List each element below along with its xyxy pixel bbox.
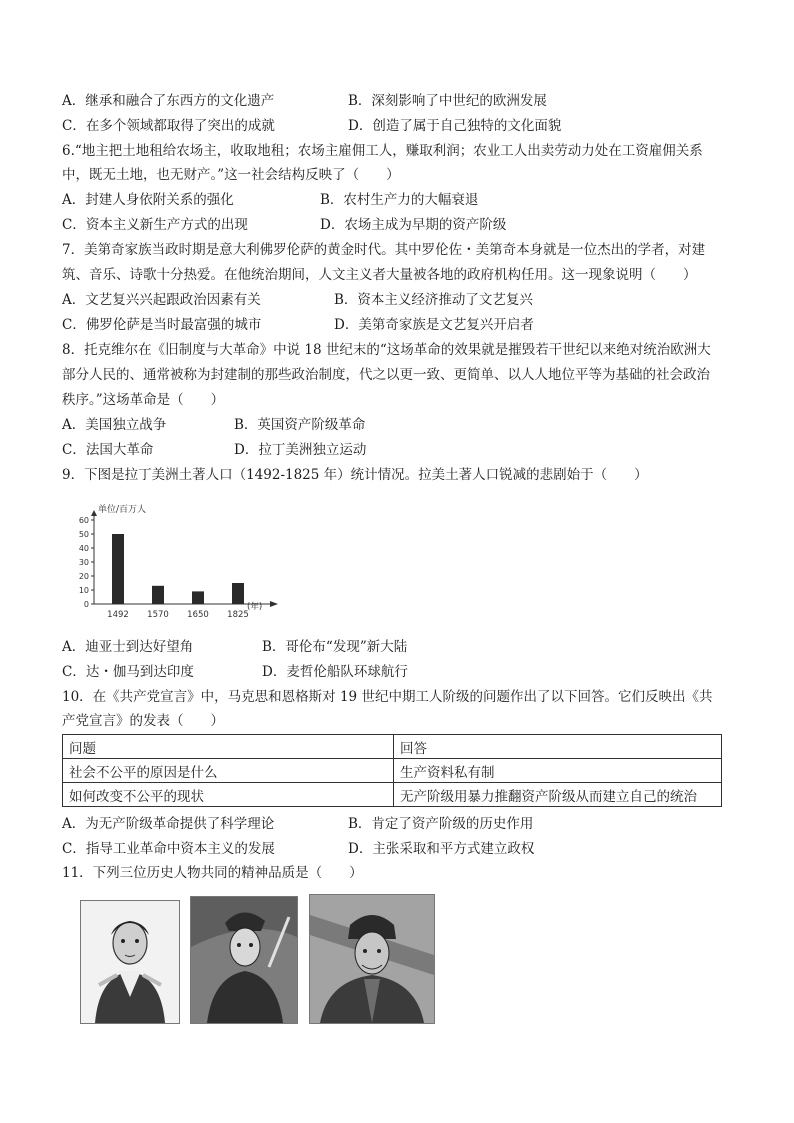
q8-option-b[interactable]: B．英国资产阶级革命 (234, 417, 366, 433)
q10-option-d[interactable]: D．主张采取和平方式建立政权 (348, 841, 535, 857)
table-row (63, 759, 722, 783)
x-tick-label: 1492 (107, 610, 129, 620)
table-cell-question: 如何改变不公平的现状 (63, 783, 394, 807)
table-header-answer: 回答 (394, 735, 722, 759)
q8-stem-line2: 部分人民的、通常被称为封建制的那些政治制度，代之以更一致、更简单、以人人地位平等为基础的社会政治 (62, 367, 710, 383)
qa-table (62, 734, 722, 807)
q10-stem-line2: 产党宣言》的发表（ ） (62, 713, 224, 729)
table-header-row (63, 735, 722, 759)
table-header-question: 问题 (63, 735, 394, 759)
q7-option-d[interactable]: D．美第奇家族是文艺复兴开启者 (334, 317, 534, 333)
q6-stem-line1: 6.“地主把土地租给农场主，收取地租；农场主雇佣工人，赚取利润；农业工人出卖劳动力处在工资雇佣关系 (62, 143, 703, 159)
bar-1492 (112, 534, 124, 604)
x-tick-label: 1650 (187, 610, 209, 620)
y-axis-arrow (91, 510, 97, 516)
table-cell-answer: 生产资料私有制 (394, 759, 722, 783)
q6-option-a[interactable]: A．封建人身依附关系的强化 (62, 192, 234, 208)
q9-option-c[interactable]: C．达・伽马到达印度 (62, 664, 194, 680)
x-tick-label: 1825 (227, 610, 249, 620)
portrait-3 (309, 894, 435, 1024)
y-tick-label: 60 (78, 516, 89, 525)
table-cell-answer: 无产阶级用暴力推翻资产阶级从而建立自己的统治 (394, 783, 722, 807)
y-tick-label: 50 (78, 530, 89, 539)
q8-option-a[interactable]: A．美国独立战争 (62, 417, 167, 433)
bar-1650 (192, 591, 204, 604)
q10-option-b[interactable]: B．肯定了资产阶级的历史作用 (348, 816, 534, 832)
q8-stem-line3: 秩序。”这场革命是（ ） (62, 392, 225, 408)
table-cell-question: 社会不公平的原因是什么 (63, 759, 394, 783)
portrait-1 (80, 900, 180, 1024)
y-tick-label: 40 (78, 544, 89, 553)
q5-option-c[interactable]: C．在多个领域都取得了突出的成就 (62, 118, 275, 134)
q10-stem-line1: 10．在《共产党宣言》中，马克思和恩格斯对 19 世纪中期工人阶级的问题作出了以下回答。它们反映出《共 (62, 689, 713, 705)
bar-1570 (152, 586, 164, 604)
portrait-2 (190, 896, 298, 1024)
q7-option-c[interactable]: C．佛罗伦萨是当时最富强的城市 (62, 317, 262, 333)
y-tick-label: 30 (78, 558, 89, 567)
x-tick-label: 1570 (147, 610, 169, 620)
table-row (63, 783, 722, 807)
q10-option-a[interactable]: A．为无产阶级革命提供了科学理论 (62, 816, 275, 832)
q5-option-a[interactable]: A．继承和融合了东西方的文化遗产 (62, 93, 275, 109)
q7-stem-line2: 筑、音乐、诗歌十分热爱。在他统治期间，人文主义者大量被各地的政府机构任用。这一现象说明（ ） (62, 267, 697, 283)
q7-stem-line1: 7．美第奇家族当政时期是意大利佛罗伦萨的黄金时代。其中罗伦佐・美第奇本身就是一位杰出的学者，对建 (62, 242, 706, 258)
q9-stem: 9．下图是拉丁美洲土著人口（1492-1825 年）统计情况。拉美土著人口锐减的悲剧始于（ ） (62, 467, 648, 483)
q10-option-c[interactable]: C．指导工业革命中资本主义的发展 (62, 841, 275, 857)
bar-1825 (232, 583, 244, 604)
q6-option-c[interactable]: C．资本主义新生产方式的出现 (62, 217, 248, 233)
population-bar-chart (64, 500, 294, 630)
q8-option-c[interactable]: C．法国大革命 (62, 442, 154, 458)
q11-stem: 11．下列三位历史人物共同的精神品质是（ ） (62, 865, 363, 881)
q6-option-d[interactable]: D．农场主成为早期的资产阶级 (320, 217, 507, 233)
q6-stem-line2: 中，既无土地，也无财产。”这一社会结构反映了（ ） (62, 167, 400, 183)
q5-option-d[interactable]: D．创造了属于自己独特的文化面貌 (348, 118, 562, 134)
q9-option-a[interactable]: A．迪亚士到达好望角 (62, 639, 194, 655)
q6-option-b[interactable]: B．农村生产力的大幅衰退 (320, 192, 479, 208)
q7-option-b[interactable]: B．资本主义经济推动了文艺复兴 (334, 292, 533, 308)
y-axis-label: 单位/百万人 (98, 505, 147, 515)
q9-option-b[interactable]: B．哥伦布“发现”新大陆 (262, 639, 408, 655)
y-tick-label: 0 (83, 600, 89, 609)
q9-option-d[interactable]: D．麦哲伦船队环球航行 (262, 664, 408, 680)
y-tick-label: 10 (78, 586, 89, 595)
q5-option-b[interactable]: B．深刻影响了中世纪的欧洲发展 (348, 93, 547, 109)
y-tick-label: 20 (78, 572, 89, 581)
q8-stem-line1: 8．托克维尔在《旧制度与大革命》中说 18 世纪末的“这场革命的效果就是摧毁若干世纪以来绝对统治欧洲大 (62, 342, 711, 358)
x-axis-arrow (270, 601, 278, 607)
q8-option-d[interactable]: D．拉丁美洲独立运动 (234, 442, 367, 458)
chart-bars (112, 534, 244, 604)
x-axis-unit: (年) (247, 602, 263, 612)
q7-option-a[interactable]: A．文艺复兴兴起跟政治因素有关 (62, 292, 261, 308)
